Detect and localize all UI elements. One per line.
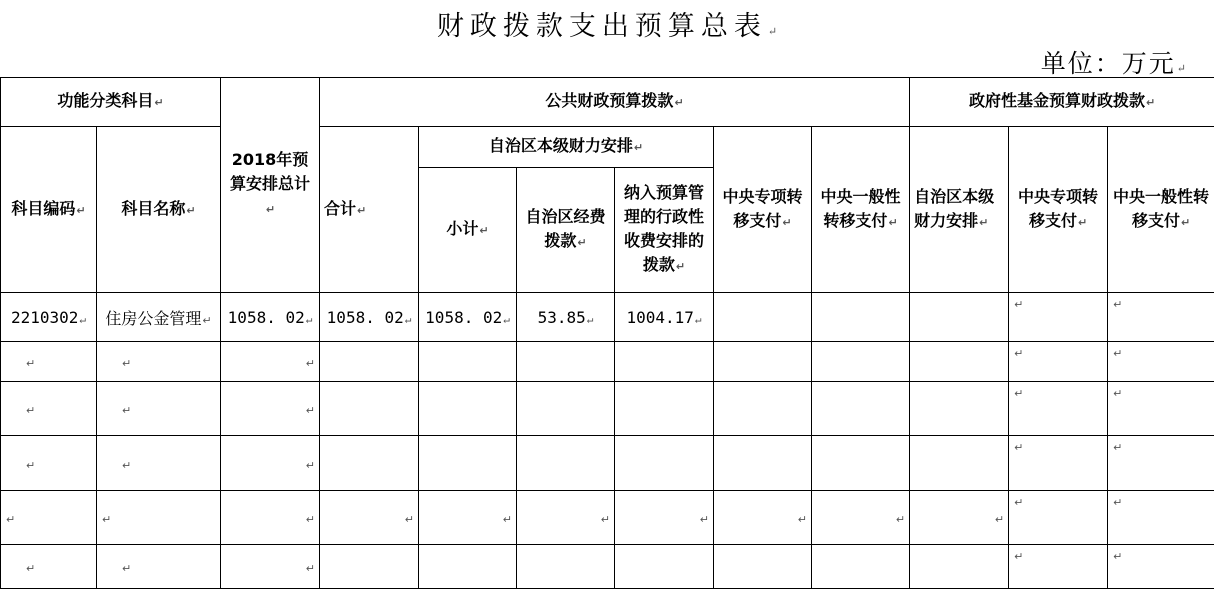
cell-autonomous-funding (517, 545, 615, 589)
cell-central-general-2: ↵ (1108, 342, 1214, 382)
cell-central-special-2: ↵ (1009, 382, 1108, 436)
report-title: 财政拨款支出预算总表↵ (436, 11, 778, 42)
header-subject-code: 科目编码↵ (1, 127, 97, 293)
header-admin-fees: 纳入预算管理的行政性收费安排的拨款↵ (615, 168, 714, 293)
header-functional-class: 功能分类科目↵ (1, 78, 221, 127)
unit-label: 单位：万元↵ (1040, 49, 1186, 78)
cell-autonomous-funding (517, 436, 615, 491)
cell-central-general-2: ↵ (1108, 436, 1214, 491)
cell-gov-autonomous (910, 342, 1009, 382)
cell-subject-code: ↵ (1, 545, 97, 589)
table-row (1, 491, 1214, 545)
cell-central-general-2: ↵ (1108, 382, 1214, 436)
cell-central-general-2: ↵ (1108, 545, 1214, 589)
cell-admin-fees (615, 382, 714, 436)
cell-total-2018: ↵ (221, 382, 320, 436)
cell-subtotal (419, 382, 517, 436)
cell-central-general-2: ↵ (1108, 293, 1214, 342)
cell-central-general-1 (812, 293, 910, 342)
cell-subject-code: ↵ (1, 436, 97, 491)
cell-subject-code: 2210302↵ (1, 293, 97, 342)
cell-subject-code: ↵ (1, 491, 97, 545)
header-autonomous-level: 自治区本级财力安排↵ (419, 127, 714, 168)
header-gov-fund: 政府性基金预算财政拨款↵ (910, 78, 1214, 127)
cell-subject-name: ↵ (97, 491, 221, 545)
cell-autonomous-funding (517, 342, 615, 382)
header-central-general-2: 中央一般性转移支付↵ (1108, 127, 1214, 293)
cell-subtotal (419, 342, 517, 382)
cell-total: ↵ (320, 491, 419, 545)
cell-total-2018: ↵ (221, 342, 320, 382)
cell-central-special-2: ↵ (1009, 293, 1108, 342)
header-public-finance: 公共财政预算拨款↵ (320, 78, 910, 127)
cell-central-general-1 (812, 436, 910, 491)
cell-subtotal (419, 436, 517, 491)
cell-central-special-2: ↵ (1009, 545, 1108, 589)
cell-central-general-2: ↵ (1108, 491, 1214, 545)
header-central-general-1: 中央一般性转移支付↵ (812, 127, 910, 293)
cell-subject-name: ↵ (97, 342, 221, 382)
cell-central-special-1 (714, 342, 812, 382)
cell-subject-code: ↵ (1, 382, 97, 436)
budget-table (0, 77, 1214, 589)
cell-gov-autonomous (910, 545, 1009, 589)
cell-total: 1058. 02↵ (320, 293, 419, 342)
cell-central-general-1: ↵ (812, 491, 910, 545)
cell-subject-name: ↵ (97, 382, 221, 436)
cell-gov-autonomous (910, 382, 1009, 436)
cell-central-special-1: ↵ (714, 491, 812, 545)
cell-central-special-1 (714, 382, 812, 436)
cell-total-2018: ↵ (221, 545, 320, 589)
cell-autonomous-funding (517, 382, 615, 436)
table-row (1, 293, 1214, 342)
table-row (1, 436, 1214, 491)
cell-gov-autonomous: ↵ (910, 491, 1009, 545)
cell-central-general-1 (812, 342, 910, 382)
cell-autonomous-funding: 53.85↵ (517, 293, 615, 342)
cell-subject-name: ↵ (97, 436, 221, 491)
table-row (1, 545, 1214, 589)
cell-autonomous-funding: ↵ (517, 491, 615, 545)
header-central-special-1: 中央专项转移支付↵ (714, 127, 812, 293)
cell-admin-fees (615, 342, 714, 382)
header-gov-autonomous: 自治区本级财力安排↵ (910, 127, 1009, 293)
cell-central-special-2: ↵ (1009, 342, 1108, 382)
cell-total (320, 436, 419, 491)
cell-total (320, 382, 419, 436)
header-subtotal: 小计↵ (419, 168, 517, 293)
cell-subtotal (419, 545, 517, 589)
cell-admin-fees (615, 436, 714, 491)
cell-total (320, 342, 419, 382)
table-row (1, 342, 1214, 382)
header-total: 合计↵ (320, 127, 419, 293)
cell-central-special-1 (714, 545, 812, 589)
table-row (1, 382, 1214, 436)
cell-subject-name: ↵ (97, 545, 221, 589)
cell-subtotal: ↵ (419, 491, 517, 545)
cell-admin-fees: 1004.17↵ (615, 293, 714, 342)
header-subject-name: 科目名称↵ (97, 127, 221, 293)
cell-central-special-2: ↵ (1009, 436, 1108, 491)
cell-total-2018: 1058. 02↵ (221, 293, 320, 342)
cell-total (320, 545, 419, 589)
cell-total-2018: ↵ (221, 491, 320, 545)
cell-subject-code: ↵ (1, 342, 97, 382)
cell-admin-fees: ↵ (615, 491, 714, 545)
cell-central-special-2: ↵ (1009, 491, 1108, 545)
cell-gov-autonomous (910, 293, 1009, 342)
cell-total-2018: ↵ (221, 436, 320, 491)
header-total-2018: 2018年预算安排总计↵ (221, 78, 320, 293)
cell-central-general-1 (812, 382, 910, 436)
cell-central-general-1 (812, 545, 910, 589)
header-central-special-2: 中央专项转移支付↵ (1009, 127, 1108, 293)
cell-admin-fees (615, 545, 714, 589)
cell-gov-autonomous (910, 436, 1009, 491)
cell-central-special-1 (714, 293, 812, 342)
cell-subject-name: 住房公金管理↵ (97, 293, 221, 342)
cell-central-special-1 (714, 436, 812, 491)
header-autonomous-funding: 自治区经费拨款↵ (517, 168, 615, 293)
cell-subtotal: 1058. 02↵ (419, 293, 517, 342)
